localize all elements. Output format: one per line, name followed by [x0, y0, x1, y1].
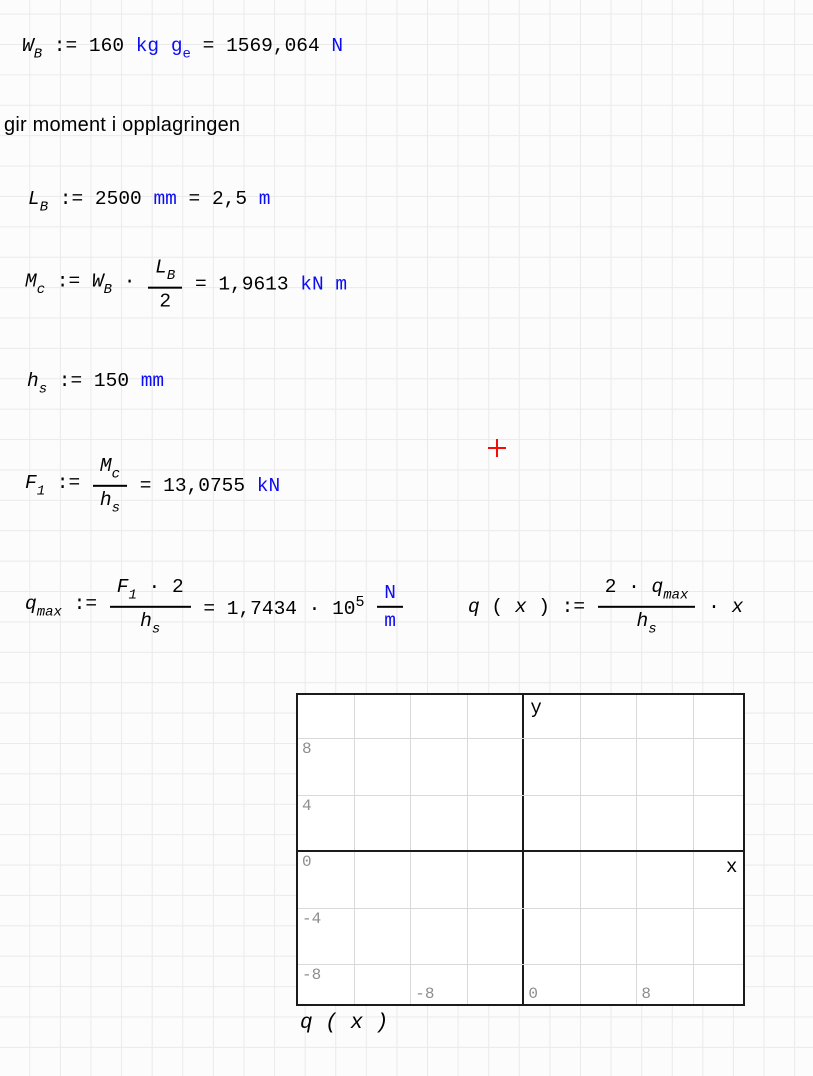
math-text [604, 575, 689, 604]
math-token: W [22, 34, 34, 57]
math-text [183, 275, 347, 295]
math-token: q [651, 575, 664, 598]
fraction-numerator [148, 258, 182, 287]
math-token: 1,9613 [218, 273, 301, 296]
equation-hs[interactable] [27, 371, 164, 397]
math-token: := [45, 270, 92, 293]
cursor-vertical-bar [496, 439, 499, 457]
math-token: := [47, 369, 94, 392]
math-token: L [155, 256, 167, 279]
equation-qx-definition[interactable] [468, 577, 743, 637]
math-subscript: B [39, 199, 49, 216]
fraction [93, 456, 127, 516]
math-token: · [696, 595, 732, 618]
xy-plot-region[interactable] [296, 693, 745, 1006]
math-text [636, 610, 657, 638]
math-subscript: B [103, 282, 113, 299]
fraction [377, 583, 403, 632]
math-token: 1,7434 · 10 [226, 597, 356, 620]
math-token [365, 598, 377, 620]
math-token: N [384, 581, 396, 604]
math-token: 13,0755 [163, 474, 257, 497]
math-superscript: 5 [355, 593, 365, 611]
math-text [99, 489, 121, 517]
math-subscript: B [33, 46, 43, 63]
math-subscript: s [111, 500, 121, 517]
fraction-numerator [110, 577, 191, 606]
equation-wb[interactable] [22, 36, 343, 62]
math-text [468, 597, 597, 617]
math-token: q [25, 592, 37, 615]
plot-gridline [298, 964, 743, 965]
math-text [25, 473, 92, 499]
math-text [192, 595, 377, 619]
math-token: := [61, 592, 109, 615]
plot-function-label[interactable]: q ( x ) [300, 1012, 389, 1035]
math-text [22, 36, 343, 62]
math-token: 2500 [94, 187, 154, 210]
equation-mc[interactable] [25, 258, 347, 313]
fraction-denominator [133, 608, 167, 637]
math-token: W [91, 270, 104, 293]
plot-x-axis-line [298, 850, 743, 852]
math-token: := [48, 187, 95, 210]
plot-gridline [298, 795, 743, 796]
math-token: M [99, 454, 112, 477]
math-text [696, 597, 743, 617]
text-region-heading[interactable]: gir moment i opplagringen [4, 114, 241, 136]
math-token: = [191, 597, 227, 620]
math-subscript: s [648, 621, 657, 638]
math-text [99, 454, 121, 483]
x-axis-tick-label: -8 [415, 985, 435, 1003]
y-axis-tick-label: 4 [302, 796, 312, 815]
math-text [128, 476, 280, 496]
math-token: F [116, 575, 129, 598]
math-token: := [42, 34, 89, 57]
math-token: h [636, 610, 649, 632]
math-token: ) := [526, 595, 597, 618]
math-token: kN m [300, 273, 348, 296]
x-axis-tick-label: 0 [528, 985, 538, 1003]
math-token: x [514, 595, 527, 618]
math-token: m [384, 610, 396, 632]
math-token: mm [140, 369, 165, 392]
math-token: = [128, 474, 164, 497]
math-token: 160 [88, 34, 136, 57]
math-token: kg g [135, 34, 183, 57]
math-text [384, 582, 396, 604]
math-text [384, 610, 396, 632]
math-text [25, 594, 109, 620]
math-subscript: 1 [36, 483, 46, 500]
math-token: 150 [93, 369, 141, 392]
math-token: := [45, 471, 92, 494]
math-token: = [183, 273, 219, 296]
math-token: = [176, 187, 212, 210]
math-subscript: e [182, 46, 191, 63]
math-token: 2 · [604, 575, 652, 598]
math-token: x [731, 595, 744, 618]
equation-lb[interactable] [28, 189, 270, 215]
math-subscript: max [36, 604, 62, 621]
math-token: · 2 [136, 575, 184, 598]
x-axis-name-label: x [726, 856, 738, 879]
fraction-denominator [152, 289, 178, 312]
math-text [140, 610, 161, 638]
math-text [27, 371, 164, 397]
math-text [25, 272, 147, 298]
math-token: h [99, 489, 112, 511]
math-subscript: 1 [128, 587, 137, 604]
math-token: L [28, 187, 40, 210]
math-token: ( [479, 595, 515, 618]
math-token: h [27, 369, 39, 392]
fraction-numerator [598, 577, 696, 606]
math-token: 2 [159, 290, 172, 313]
math-token: q [468, 595, 480, 618]
math-token: N [331, 34, 344, 57]
math-token: 2,5 [211, 187, 259, 210]
fraction [598, 577, 696, 637]
plot-gridline [298, 738, 743, 739]
x-axis-tick-label: 8 [641, 985, 651, 1003]
fraction [148, 258, 182, 313]
fraction [110, 577, 191, 637]
math-token: · [112, 270, 148, 293]
y-axis-name-label: y [530, 697, 542, 719]
math-token: m [258, 187, 271, 210]
math-subscript: c [111, 466, 121, 483]
math-text [155, 256, 176, 285]
y-axis-tick-label: -4 [302, 909, 322, 928]
math-token: 1569,064 [226, 34, 332, 57]
insertion-cursor-cross-icon [488, 439, 506, 457]
fraction-denominator [93, 487, 127, 516]
math-token: kN [256, 474, 281, 497]
math-subscript: s [38, 381, 48, 398]
math-token: h [140, 610, 152, 632]
math-subscript: c [36, 282, 46, 299]
plot-gridline [298, 908, 743, 909]
math-subscript: max [663, 587, 689, 604]
fraction-denominator [377, 608, 403, 631]
math-text [116, 575, 184, 604]
math-token: M [25, 270, 37, 293]
fraction-numerator [93, 456, 127, 485]
y-axis-tick-label: 8 [302, 740, 312, 759]
fraction-numerator [377, 583, 403, 606]
math-text [28, 189, 270, 215]
math-token: mm [153, 187, 177, 210]
math-subscript: s [151, 621, 161, 638]
equation-qmax[interactable] [25, 577, 404, 637]
y-axis-tick-label: 0 [302, 853, 312, 872]
math-token: F [25, 471, 37, 494]
math-text [159, 291, 171, 313]
math-subscript: B [166, 268, 176, 285]
y-axis-tick-label: -8 [302, 966, 322, 985]
equation-f1[interactable] [25, 456, 280, 516]
math-token: = [190, 34, 227, 57]
fraction-denominator [630, 608, 664, 637]
